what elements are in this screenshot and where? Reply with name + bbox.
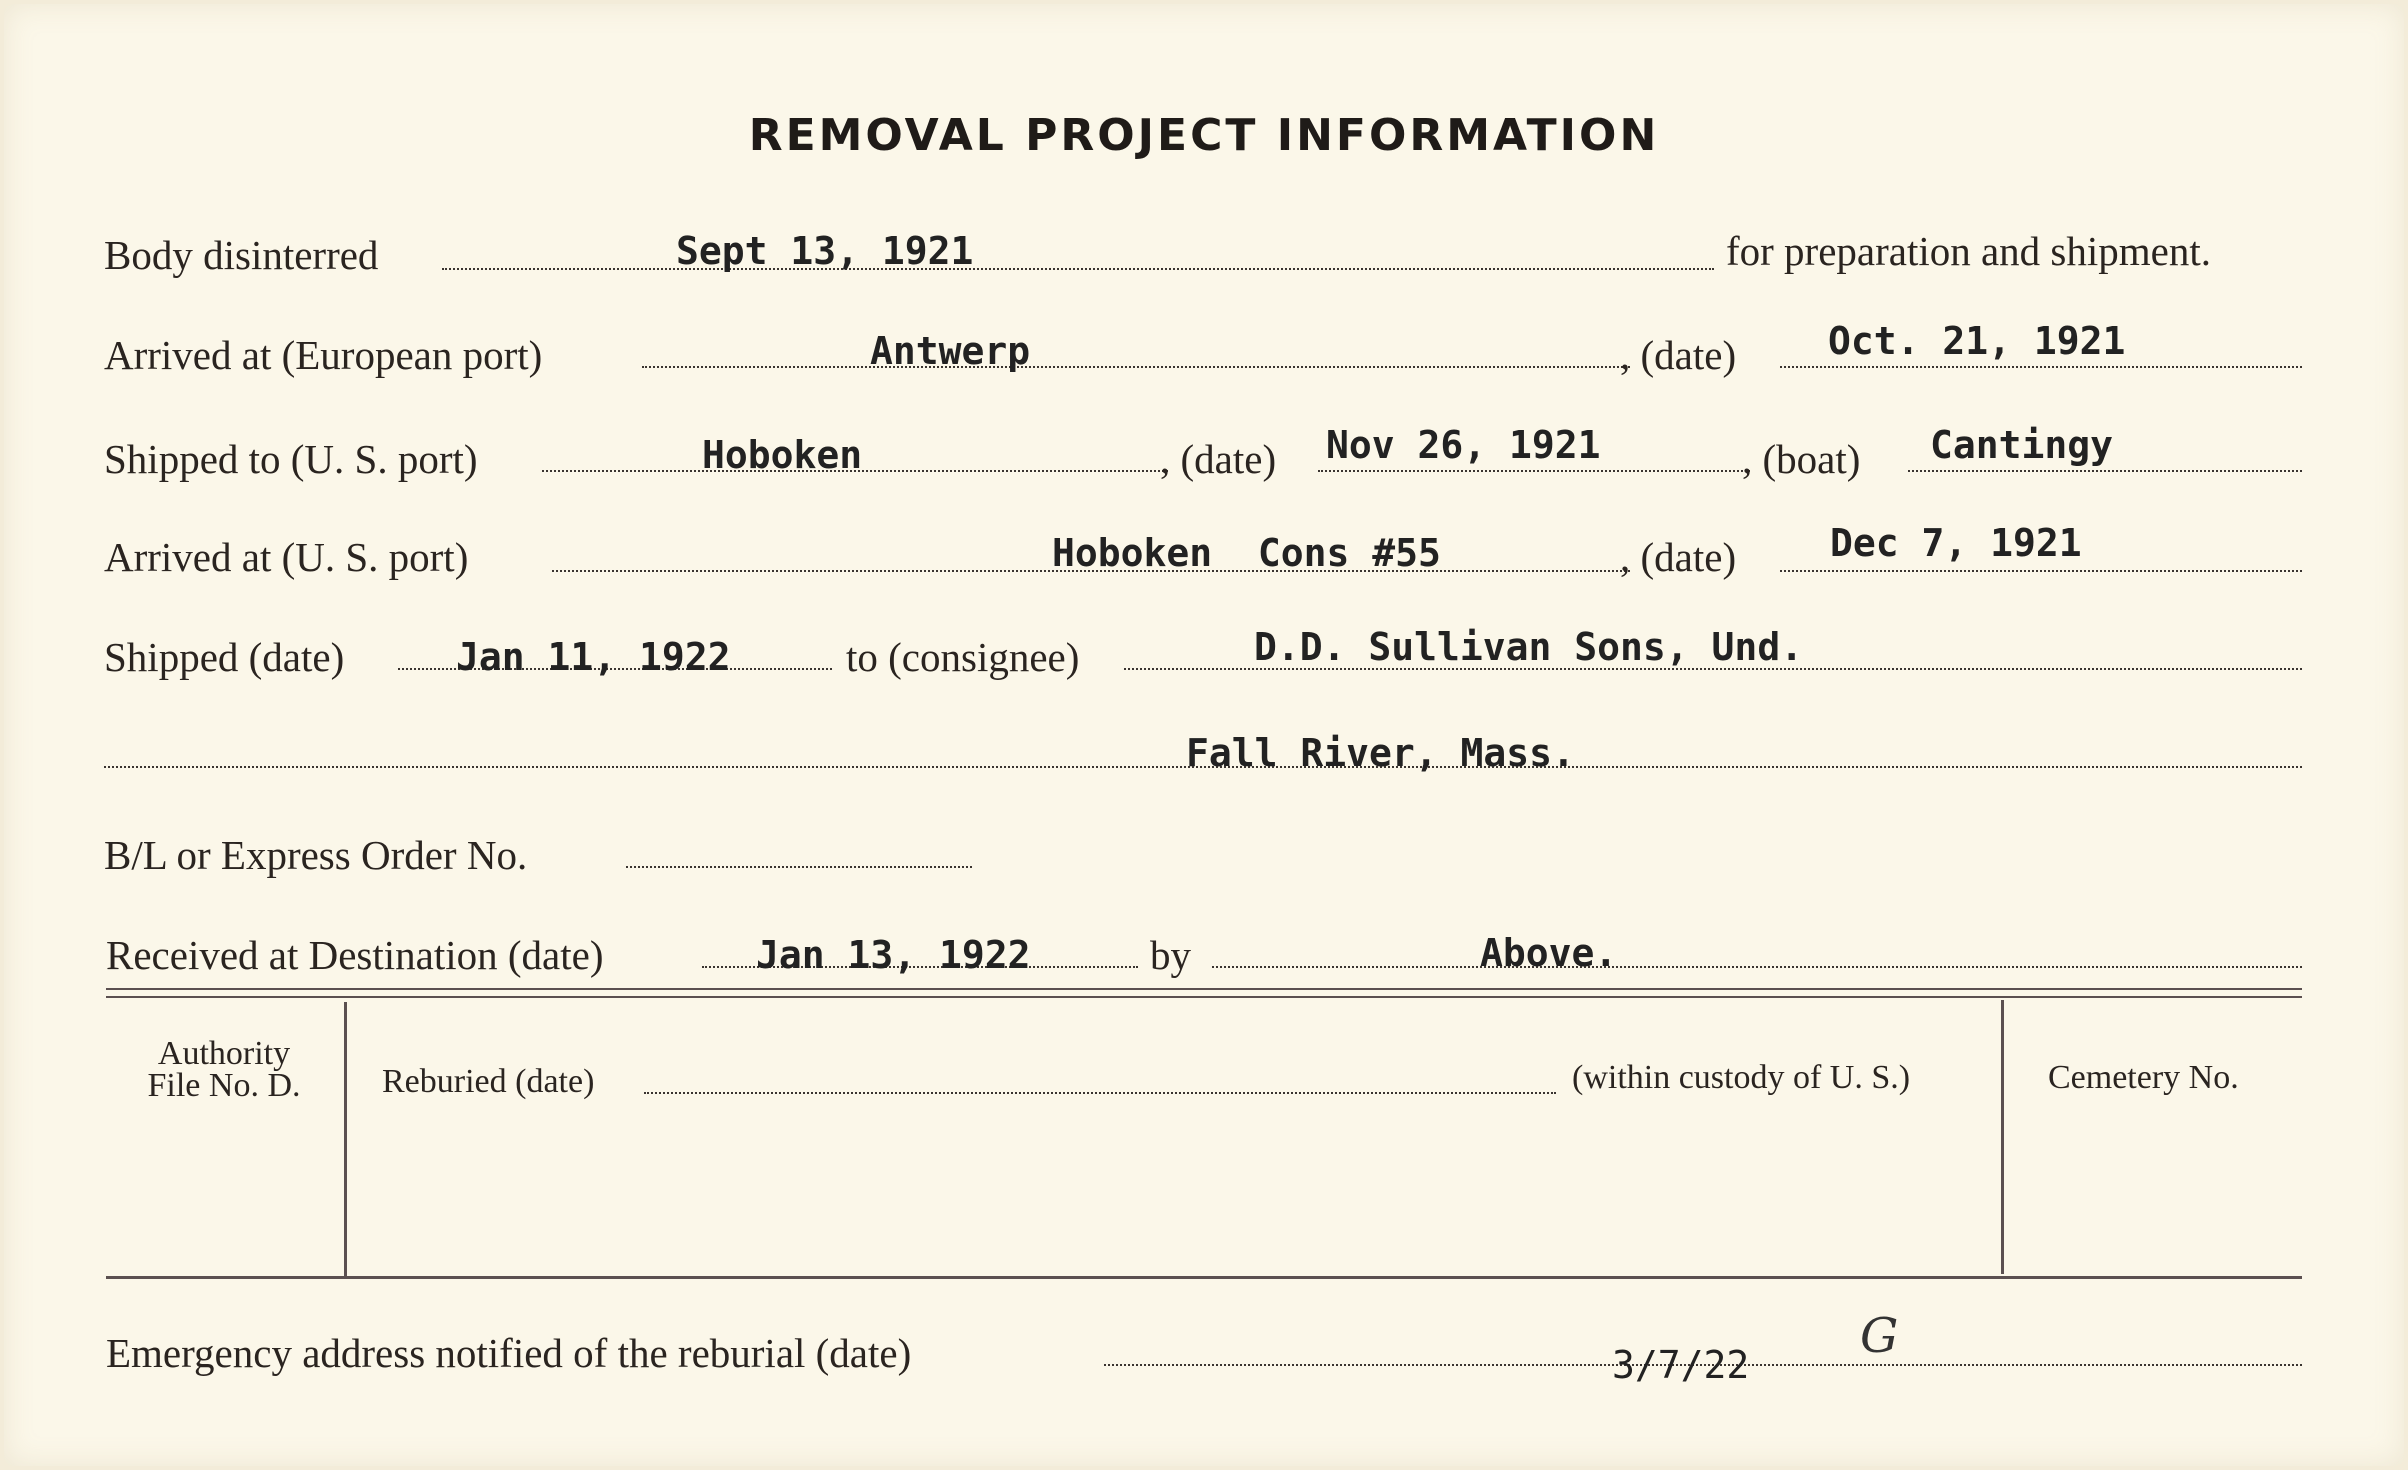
european-port-label: Arrived at (European port) (104, 332, 543, 378)
card-title: REMOVAL PROJECT INFORMATION (748, 110, 1660, 161)
authority-label-2: File No. D. (147, 1067, 301, 1104)
european-port-value: Antwerp (870, 329, 1031, 373)
us-port-shipped-date-line (1318, 470, 1750, 472)
received-by-value: Above. (1480, 931, 1618, 975)
body-disinterred-label: Body disinterred (104, 232, 379, 278)
reburied-label: Reburied (date) (382, 1063, 595, 1100)
received-by-line (1212, 966, 2302, 968)
box-divider-left (344, 1002, 347, 1278)
european-port-line (642, 366, 1630, 368)
shipped-date-value: Jan 11, 1922 (456, 635, 731, 679)
boat-label: , (boat) (1742, 436, 1861, 482)
received-destination-date: Jan 13, 1922 (756, 933, 1031, 977)
body-disinterred-suffix: for preparation and shipment. (1726, 228, 2212, 274)
us-port-arrived-date: Dec 7, 1921 (1830, 521, 2082, 565)
us-port-shipped-label: Shipped to (U. S. port) (104, 436, 478, 482)
body-disinterred-line (442, 268, 1714, 270)
box-divider-right (2001, 1000, 2004, 1274)
us-port-arrived-date-line (1780, 570, 2302, 572)
european-port-date-line (1780, 366, 2302, 368)
european-port-date: Oct. 21, 1921 (1828, 319, 2126, 363)
box-top-rule-1 (106, 988, 2302, 990)
us-port-shipped-date-label: , (date) (1160, 436, 1277, 482)
body-disinterred-value: Sept 13, 1921 (676, 229, 974, 273)
received-by-label: by (1150, 932, 1191, 978)
european-port-date-label: , (date) (1620, 332, 1737, 378)
box-top-rule-2 (106, 996, 2302, 998)
bl-express-line (626, 866, 972, 868)
us-port-shipped-value: Hoboken (702, 433, 863, 477)
us-port-arrived-label: Arrived at (U. S. port) (104, 534, 469, 580)
shipped-date-label: Shipped (date) (104, 634, 345, 680)
emergency-notified-date: 3/7/22 (1612, 1343, 1750, 1387)
received-destination-label: Received at Destination (date) (106, 932, 604, 978)
boat-value: Cantingy (1930, 423, 2114, 467)
authority-label-1: Authority (157, 1035, 291, 1072)
consignee-value: D.D. Sullivan Sons, Und. (1254, 625, 1804, 669)
box-bottom-rule (106, 1276, 2302, 1279)
us-port-arrived-value: Hoboken Cons #55 (1052, 531, 1441, 575)
consignee-address-value: Fall River, Mass. (1186, 731, 1575, 775)
handwritten-initial: G (1860, 1308, 1899, 1364)
boat-line (1908, 470, 2302, 472)
custody-label: (within custody of U. S.) (1572, 1059, 1911, 1096)
us-port-shipped-date: Nov 26, 1921 (1326, 423, 1601, 467)
cemetery-label: Cemetery No. (2048, 1059, 2239, 1096)
bl-express-label: B/L or Express Order No. (104, 832, 528, 878)
reburied-line (644, 1092, 1556, 1094)
emergency-notified-label: Emergency address notified of the reburial (date) (106, 1330, 912, 1376)
us-port-arrived-date-label: , (date) (1620, 534, 1737, 580)
consignee-label: to (consignee) (846, 634, 1080, 680)
